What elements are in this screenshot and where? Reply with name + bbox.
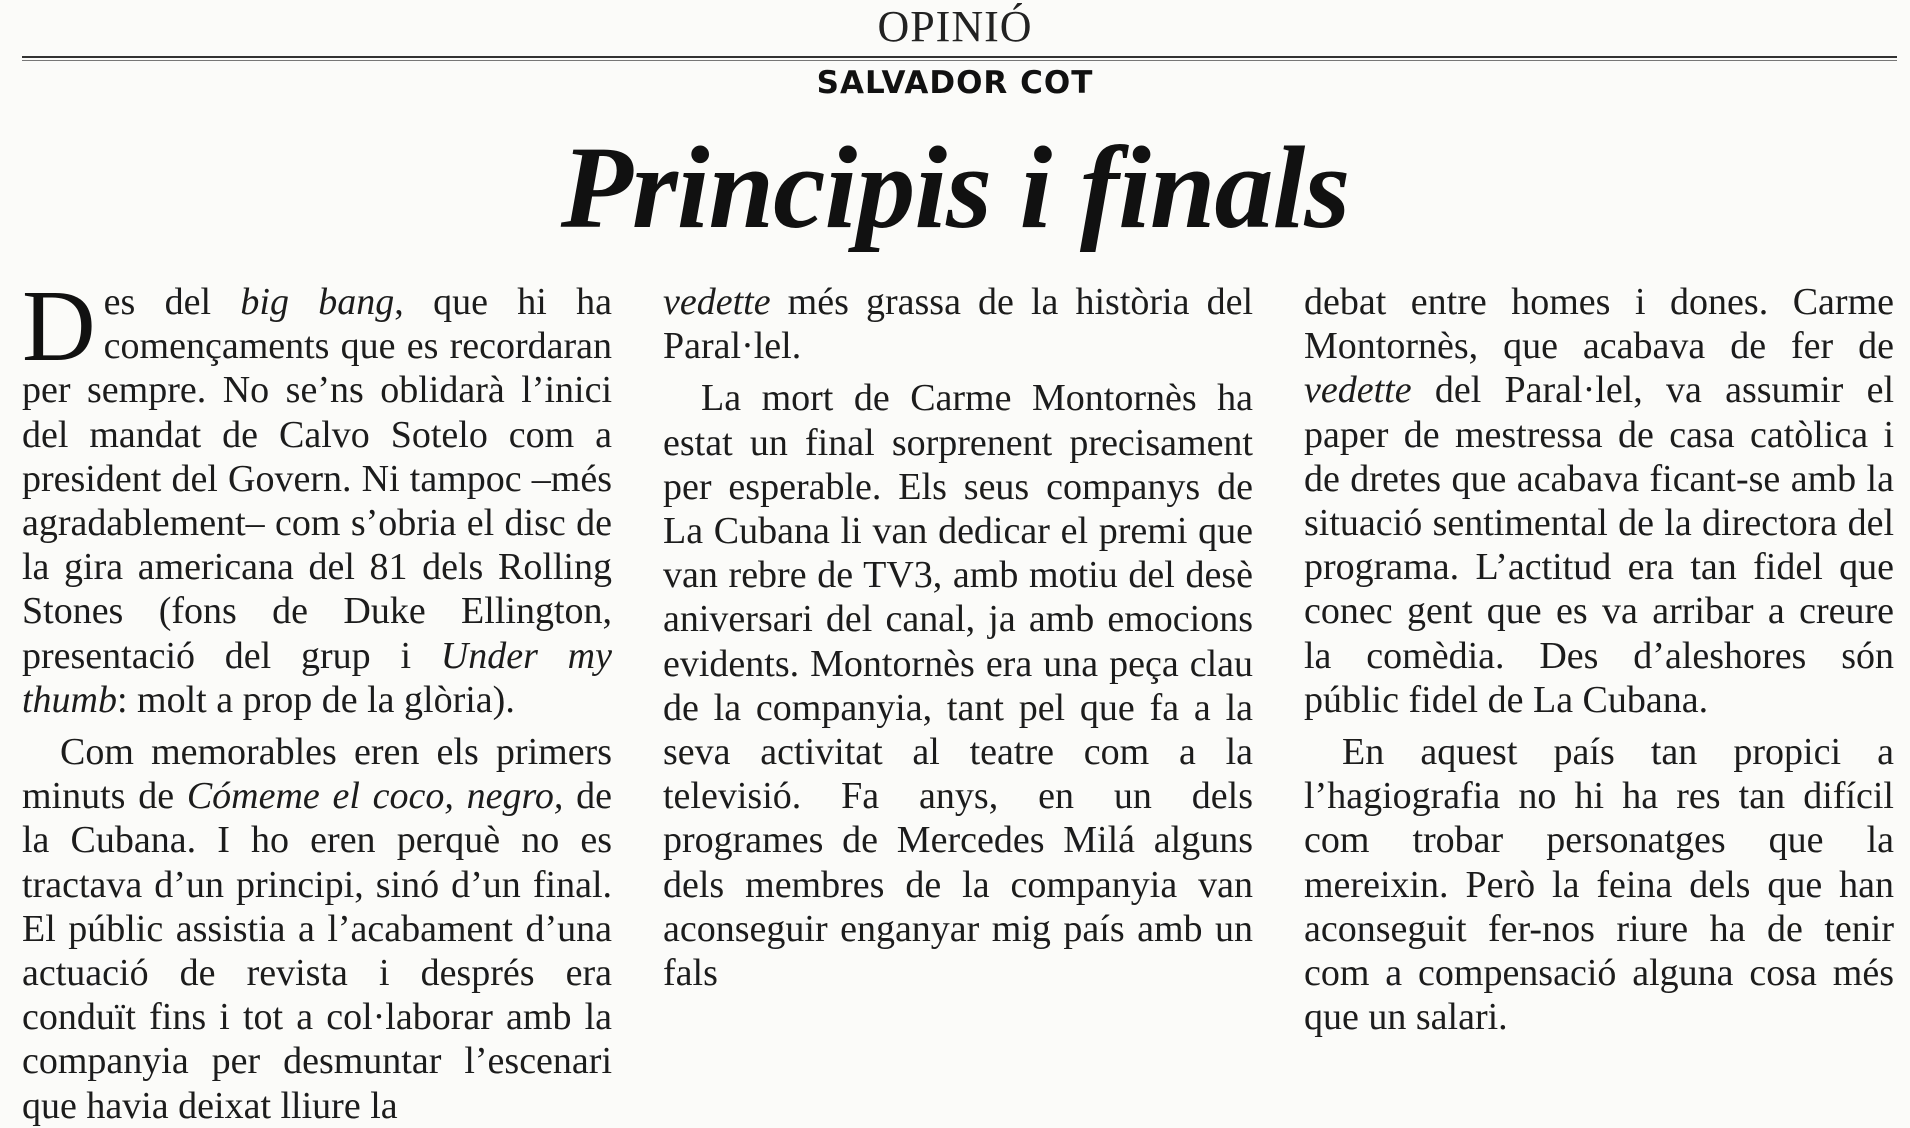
paragraph-3 xyxy=(663,376,1253,995)
author-byline: SALVADOR COT xyxy=(816,65,1094,101)
header-rule-thin xyxy=(22,60,1897,61)
body-text: En aquest país tan propici a l’hagiografia no hi ha res tan difícil com trobar personatges que la mereixin. Però la feina dels que han aconseguit fer-nos riure ha de tenir com a compensació alguna cosa més que un salari. xyxy=(1304,731,1894,1039)
italic-text: vedette xyxy=(1304,369,1412,412)
p3-run xyxy=(663,377,1253,994)
body-text: es del xyxy=(103,281,241,323)
body-text: Com memorables eren els primers minuts de xyxy=(22,731,612,818)
paragraph-2-continued xyxy=(663,280,1253,368)
italic-text: big bang xyxy=(240,281,395,323)
p4-run xyxy=(1304,731,1894,1038)
body-text: de la Cubana. I ho eren perquè no es tractava d’un principi, sinó d’un final. El públic assistia a l’acabament d’una actuació de revista i després era conduït fins i tot a col·laborar amb la companyia per desmuntar l’escenari que havia deixat lliure la xyxy=(22,775,612,1127)
italic-text: vedette xyxy=(663,281,771,323)
article-column-2 xyxy=(663,280,1253,995)
body-text: més grassa de la història del Paral·lel. xyxy=(663,281,1253,368)
p3-run-cont xyxy=(1304,281,1894,721)
header-rule xyxy=(22,56,1897,58)
p2-run-cont xyxy=(663,281,1253,367)
section-label: OPINIÓ xyxy=(877,2,1033,51)
paragraph-3-continued xyxy=(1304,280,1894,722)
article-column-3 xyxy=(1304,280,1894,1039)
paragraph-4 xyxy=(1304,730,1894,1039)
p2-run xyxy=(22,731,612,1127)
italic-text: Cómeme el coco, negro, xyxy=(186,775,564,818)
paragraph-2 xyxy=(22,730,612,1128)
body-text: : molt a prop de la glòria). xyxy=(117,678,515,721)
article-column-1 xyxy=(22,270,613,1128)
body-text: debat entre homes i dones. Carme Montornès, que acabava de fer de xyxy=(1304,281,1894,368)
body-text: del Paral·lel, va assumir el paper de mestressa de casa catòlica i de dretes que acabava ficant-se amb la situació sentimental de la directora del programa. L’actitud era tan fidel que conec gent que es va arribar a creure la comèdia. Des d’aleshores són públic fidel de La Cubana. xyxy=(1304,369,1894,721)
paragraph-1 xyxy=(22,270,613,722)
p1-run xyxy=(22,270,613,721)
drop-cap: D xyxy=(22,270,96,383)
italic-text: Under my thumb xyxy=(22,634,612,721)
body-text: La mort de Carme Montornès ha estat un final sorprenent precisament per esperable. Els seus companys de La Cubana li van dedicar el premi que van rebre de TV3, amb motiu del desè aniversari del canal, ja amb emocions evidents. Montornès era una peça clau de la companyia, tant pel que fa a la seva activitat al teatre com a la televisió. Fa anys, en un dels programes de Mercedes Milá alguns dels membres de la companyia van aconseguir enganyar mig país amb un fals xyxy=(663,377,1253,995)
article-headline: Principis i finals xyxy=(560,122,1350,253)
body-text: , que hi ha començaments que es recordaran per sempre. No se’ns oblidarà l’inici del mandat de Calvo Sotelo com a president del Govern. Ni tampoc –més agradablement– com s’obria el disc de la gira americana del 81 dels Rolling Stones (fons de Duke Ellington, presentació del grup i xyxy=(22,281,613,677)
